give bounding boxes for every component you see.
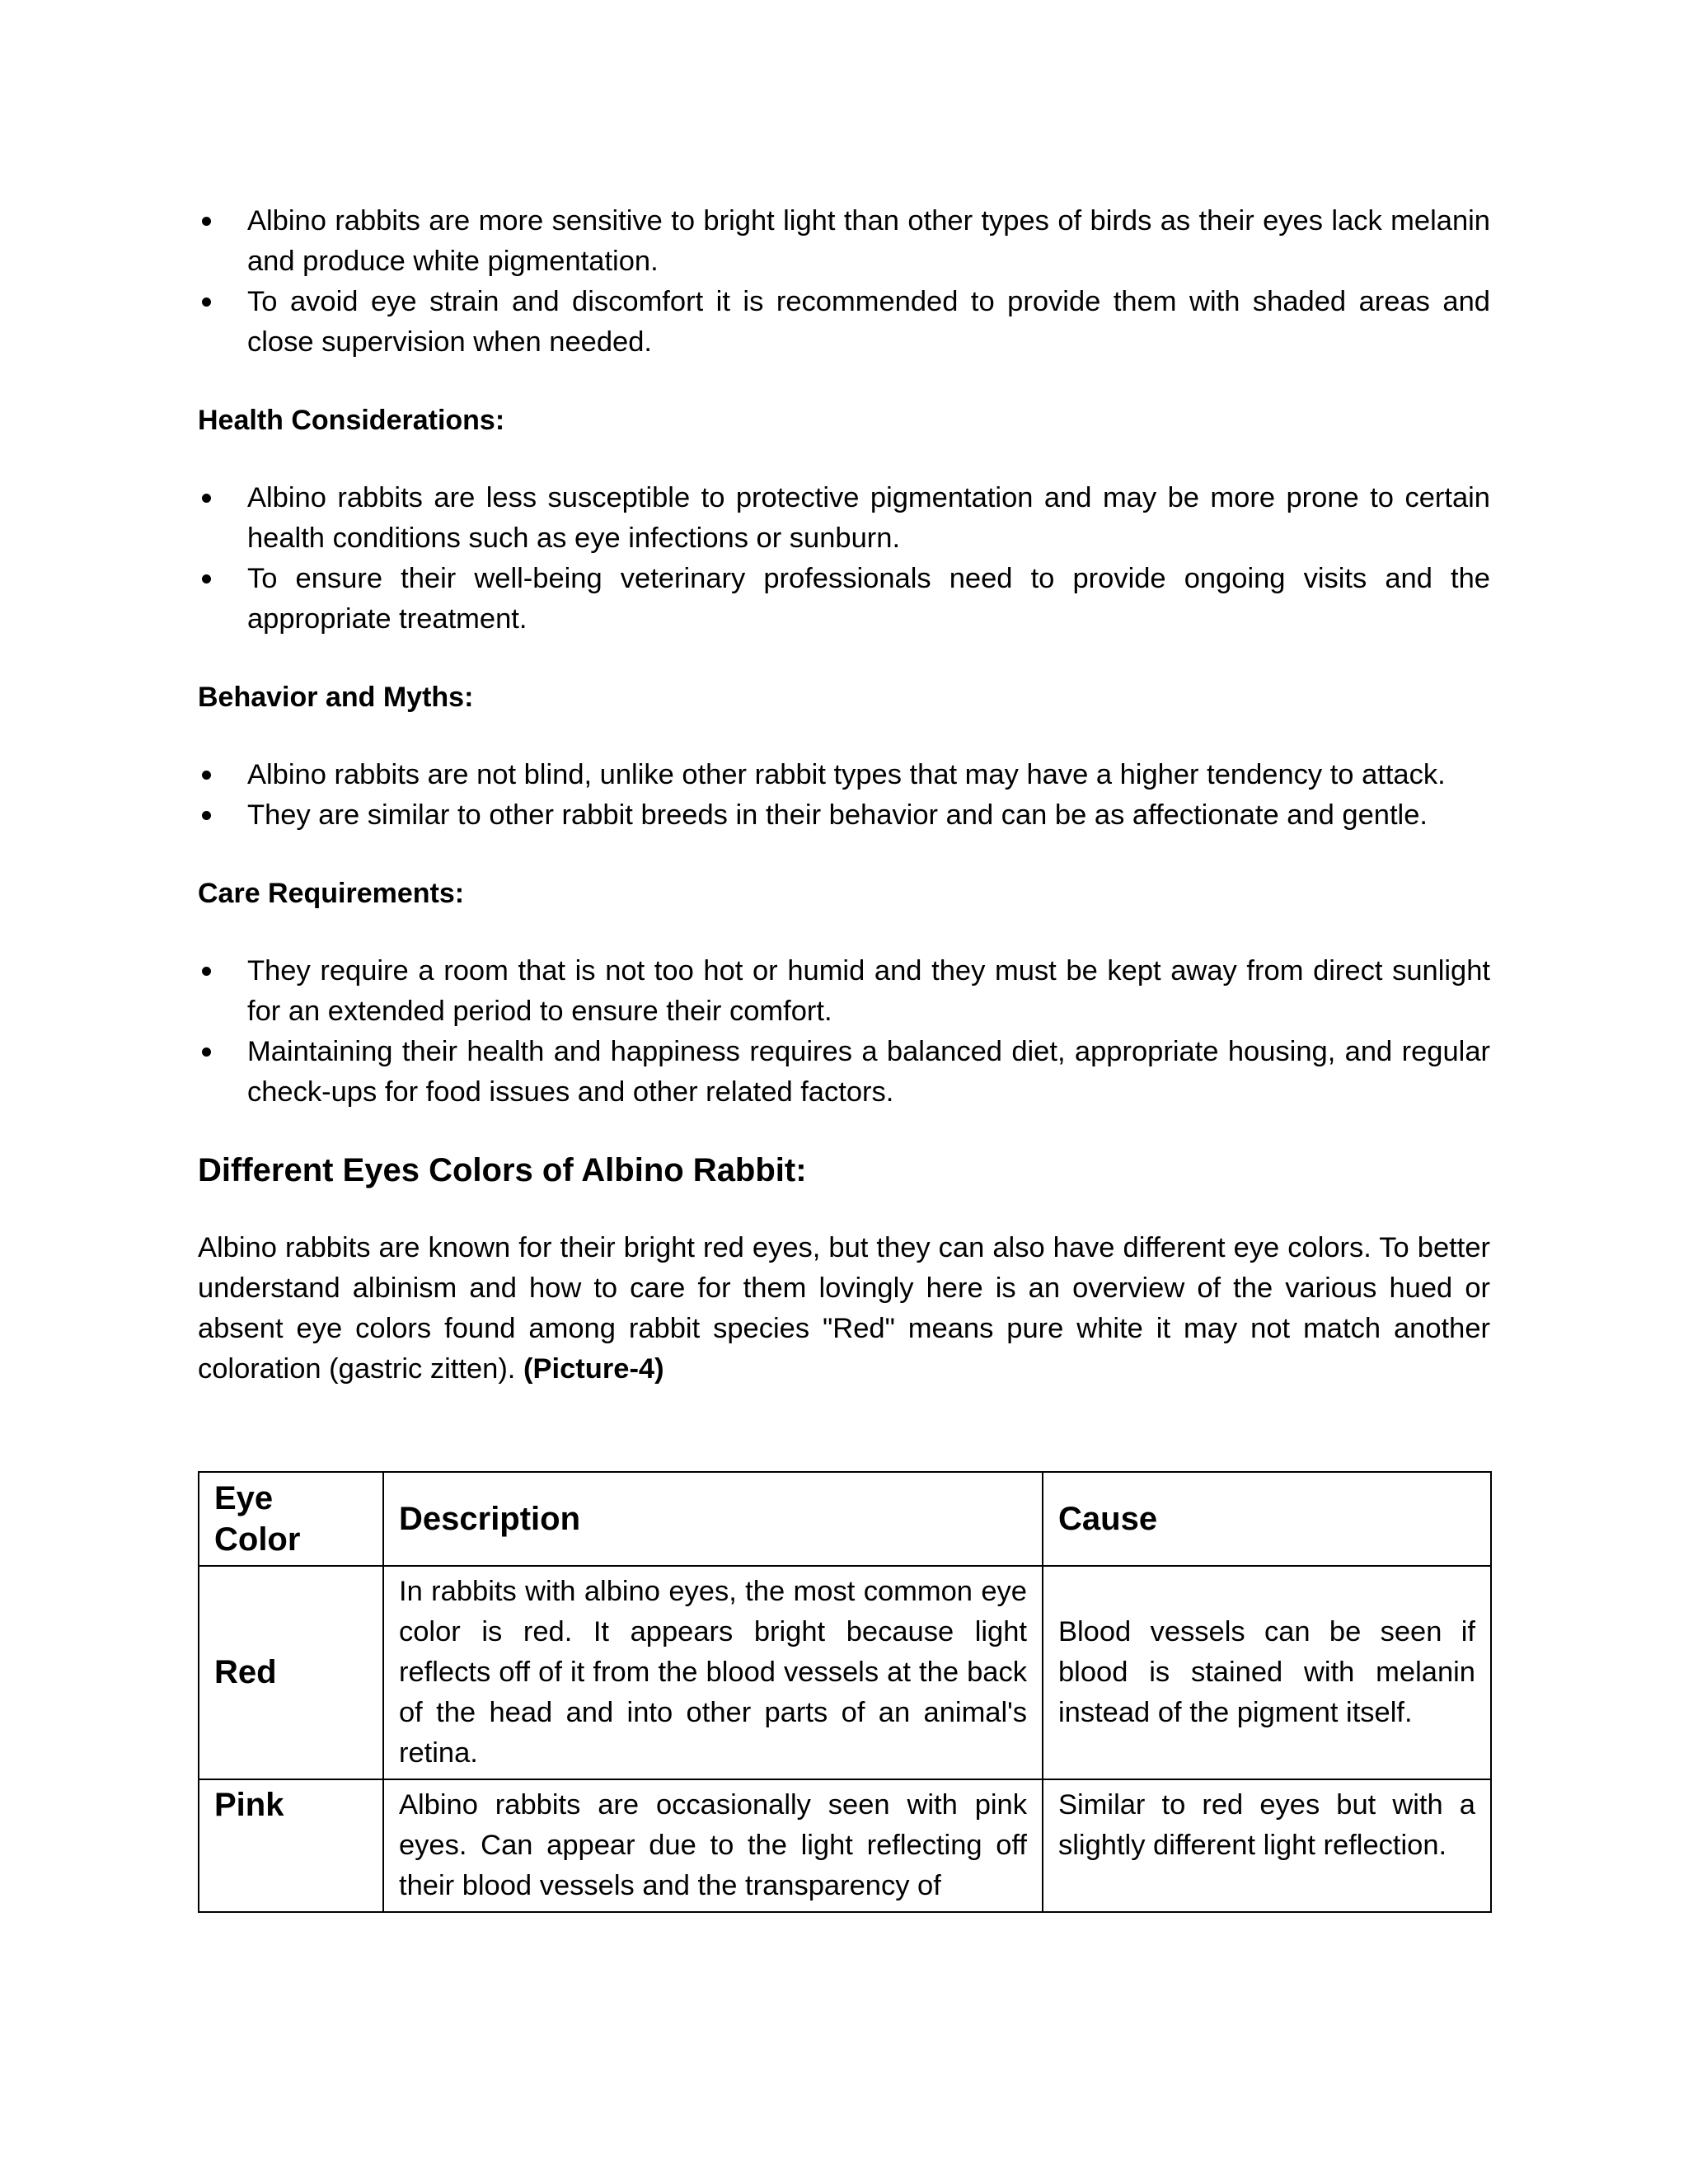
list-item: Albino rabbits are less susceptible to protective pigmentation and may be more prone to certain health conditions such as eye infections or sunburn. — [198, 478, 1490, 559]
column-header: Description — [383, 1472, 1043, 1566]
description-cell: In rabbits with albino eyes, the most common eye color is red. It appears bright because light reflects off of it from the blood vessels at the back of the head and into other parts of an animal's retina. — [383, 1566, 1043, 1779]
list-item: They are similar to other rabbit breeds in their behavior and can be as affectionate and gentle. — [198, 795, 1490, 836]
cause-cell: Similar to red eyes but with a slightly different light reflection. — [1043, 1779, 1491, 1912]
document-page — [198, 201, 1490, 1913]
health-bullet-list — [198, 478, 1490, 640]
list-item: Albino rabbits are more sensitive to bright light than other types of birds as their eyes lack melanin and produce white pigmentation. — [198, 201, 1490, 282]
table-row — [199, 1779, 1491, 1912]
list-item: To ensure their well-being veterinary professionals need to provide ongoing visits and the appropriate treatment. — [198, 559, 1490, 640]
behavior-heading: Behavior and Myths: — [198, 682, 474, 713]
eye-color-table — [198, 1471, 1492, 1913]
list-item: They require a room that is not too hot or humid and they must be kept away from direct sunlight for an extended period to ensure their comfort. — [198, 951, 1490, 1032]
cause-cell: Blood vessels can be seen if blood is stained with melanin instead of the pigment itself. — [1043, 1566, 1491, 1779]
care-bullet-list — [198, 951, 1490, 1113]
eye-color-cell: Pink — [199, 1779, 383, 1912]
behavior-bullet-list — [198, 755, 1490, 836]
table-row — [199, 1566, 1491, 1779]
care-heading: Care Requirements: — [198, 878, 465, 909]
picture-reference: (Picture-4) — [523, 1353, 664, 1385]
table-header-row — [199, 1472, 1491, 1566]
paragraph-text: Albino rabbits are known for their bright red eyes, but they can also have different eye colors. To better understand albinism and how to care for them lovingly here is an overview of the various hued or absent eye colors found among rabbit species "Red" means pure white it may not match another coloration (gastric zitten). — [198, 1232, 1490, 1385]
eye-colors-heading: Different Eyes Colors of Albino Rabbit: — [198, 1152, 807, 1188]
list-item: To avoid eye strain and discomfort it is recommended to provide them with shaded areas and close supervision when needed. — [198, 282, 1490, 363]
health-heading: Health Considerations: — [198, 405, 505, 436]
intro-bullet-list — [198, 201, 1490, 363]
list-item: Albino rabbits are not blind, unlike other rabbit types that may have a higher tendency to attack. — [198, 755, 1490, 795]
description-text: Albino rabbits are occasionally seen with pink eyes. Can appear due to the light reflecting off their blood vessels and the transparency of — [399, 1789, 1027, 1901]
list-item: Maintaining their health and happiness requires a balanced diet, appropriate housing, and regular check-ups for food issues and other related factors. — [198, 1032, 1490, 1113]
eye-colors-paragraph — [198, 1228, 1490, 1390]
column-header: Cause — [1043, 1472, 1491, 1566]
eye-color-cell: Red — [199, 1566, 383, 1779]
description-cell — [383, 1779, 1043, 1912]
column-header: Eye Color — [199, 1472, 383, 1566]
